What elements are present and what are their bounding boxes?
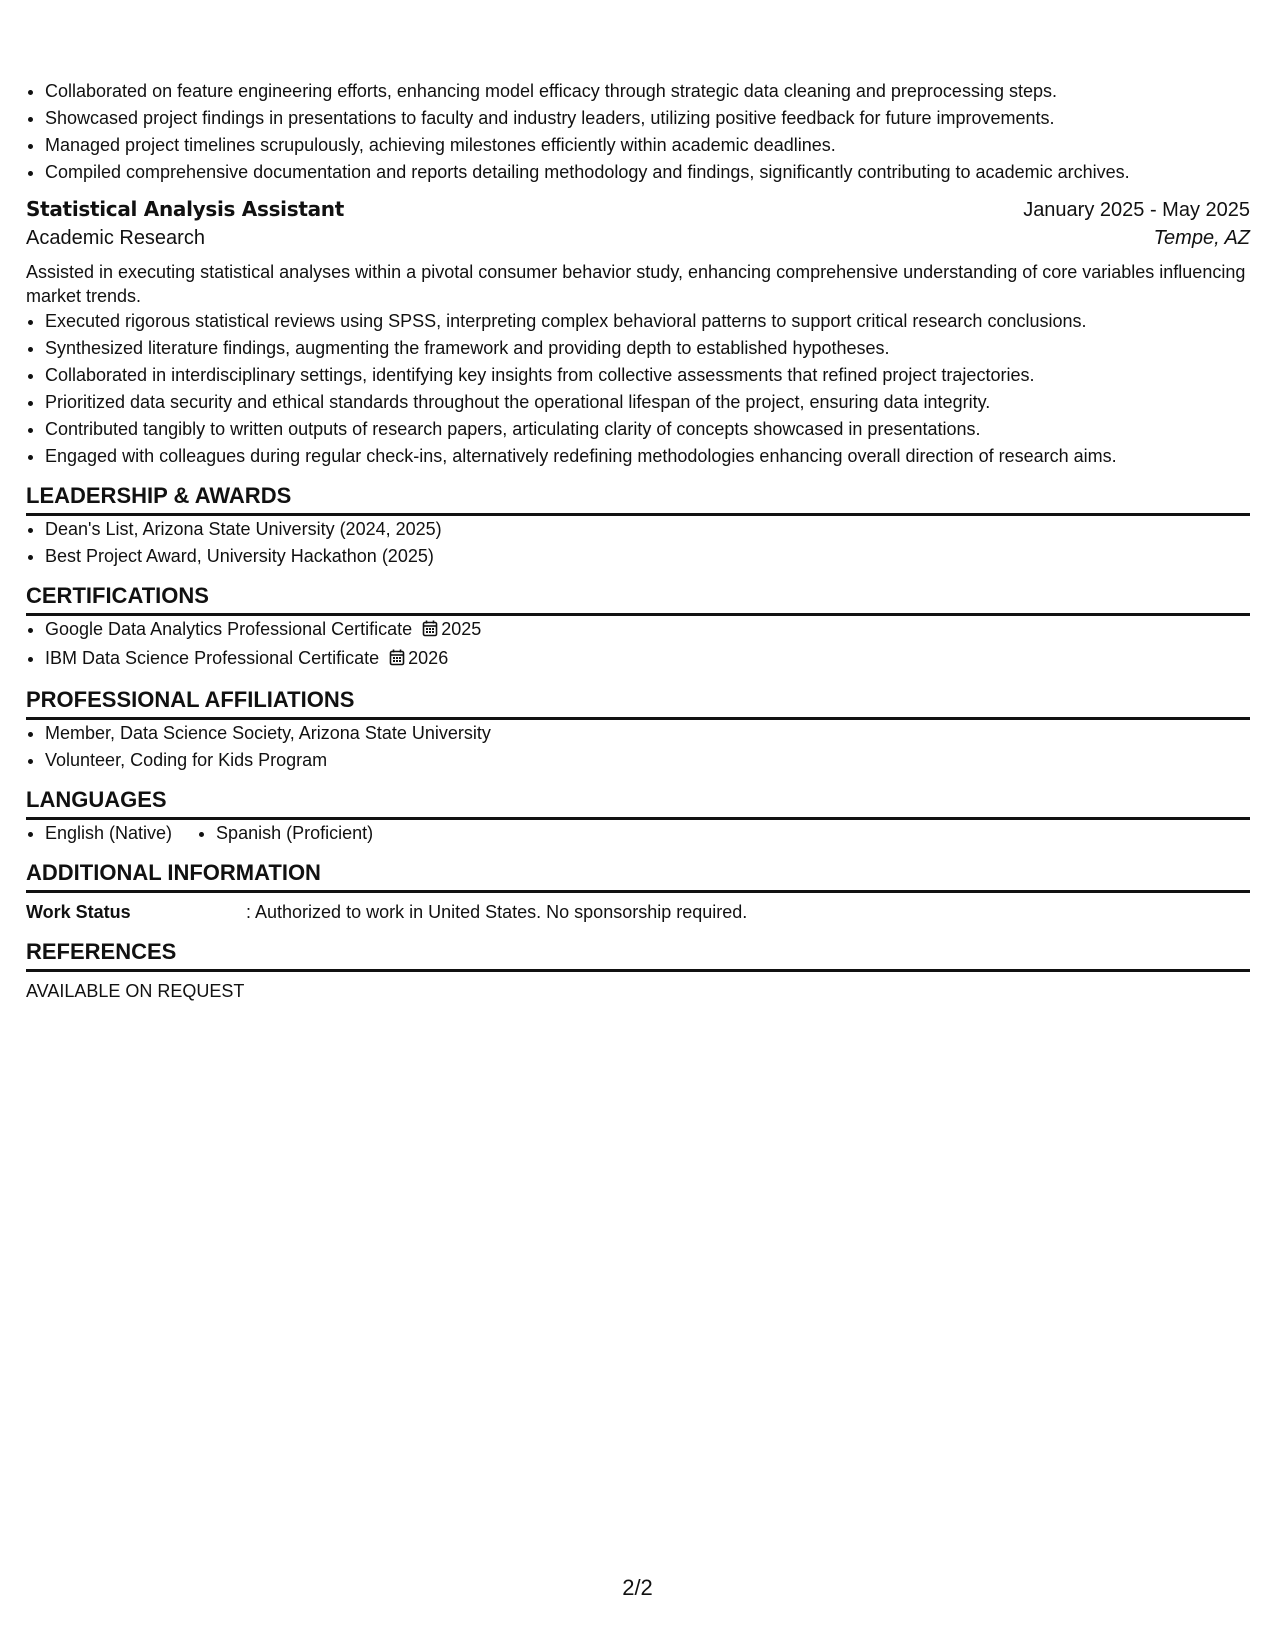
list-item: • Volunteer, Coding for Kids Program [45,747,1250,774]
affiliations-section [26,685,1250,774]
list-item: • Collaborated on feature engineering efforts, enhancing model efficacy through strategic data cleaning and preprocessing steps. [45,78,1250,105]
list-item: • Engaged with colleagues during regular check-ins, alternatively redefining methodologies enhancing overall direction of research aims. [45,443,1250,470]
list-item: • Dean's List, Arizona State University (2024, 2025) [45,516,1250,543]
section-title: REFERENCES [26,937,1250,972]
list-item: • Executed rigorous statistical reviews using SPSS, interpreting complex behavioral patterns to support critical research conclusions. [45,308,1250,335]
calendar-icon [389,647,405,674]
work-status-value: : Authorized to work in United States. No sponsorship required. [246,902,748,922]
references-section [26,937,1250,1005]
job-location: Tempe, AZ [1153,227,1250,249]
section-title: CERTIFICATIONS [26,581,1250,616]
list-item: • Contributed tangibly to written outputs of research papers, articulating clarity of concepts showcased in presentations. [45,416,1250,443]
section-title: LEADERSHIP & AWARDS [26,481,1250,516]
list-item: • Member, Data Science Society, Arizona State University [45,720,1250,747]
section-title: ADDITIONAL INFORMATION [26,858,1250,893]
job-dates: January 2025 - May 2025 [1023,199,1250,221]
resume-page [26,78,1250,1005]
references-text: AVAILABLE ON REQUEST [26,981,245,1001]
languages-section [26,785,1250,847]
certification-year: 2025 [441,619,482,639]
certification-year: 2026 [408,648,449,668]
job-bullets [26,308,1250,470]
certifications-list [26,616,1250,674]
list-item [45,616,1250,645]
certification-name: IBM Data Science Professional Certificate [45,648,380,668]
list-item: • Collaborated in interdisciplinary settings, identifying key insights from collective assessments that refined project trajectories. [45,362,1250,389]
job-subheader [26,227,1250,258]
leadership-section [26,481,1250,570]
list-item: • Managed project timelines scrupulously, achieving milestones efficiently within academic deadlines. [45,132,1250,159]
calendar-icon [422,618,438,645]
job-summary: Assisted in executing statistical analyses within a pivotal consumer behavior study, enhancing comprehensive understanding of core variables influencing market trends. [26,262,1246,306]
list-item: • Compiled comprehensive documentation and reports detailing methodology and findings, significantly contributing to academic archives. [45,159,1250,186]
list-item: • Prioritized data security and ethical standards throughout the operational lifespan of the project, ensuring data integrity. [45,389,1250,416]
previous-job-bullets [26,78,1250,186]
additional-info-section [26,858,1250,926]
affiliations-list [26,720,1250,774]
job-header [26,197,1250,227]
certifications-section [26,581,1250,674]
certification-name: Google Data Analytics Professional Certificate [45,619,413,639]
list-item: • Spanish (Proficient) [216,820,373,847]
page-number: 2/2 [622,1575,653,1600]
section-title: LANGUAGES [26,785,1250,820]
leadership-list [26,516,1250,570]
list-item: • Showcased project findings in presentations to faculty and industry leaders, utilizing positive feedback for future improvements. [45,105,1250,132]
job-organization: Academic Research [26,227,205,249]
list-item: • English (Native) [45,820,172,847]
work-status-label: Work Status [26,902,131,922]
section-title: PROFESSIONAL AFFILIATIONS [26,685,1250,720]
work-status-row [26,899,1250,926]
list-item: • Synthesized literature findings, augmenting the framework and providing depth to established hypotheses. [45,335,1250,362]
languages-list [26,820,1250,847]
list-item [45,645,1250,674]
list-item: • Best Project Award, University Hackathon (2025) [45,543,1250,570]
job-title: Statistical Analysis Assistant [26,197,345,221]
